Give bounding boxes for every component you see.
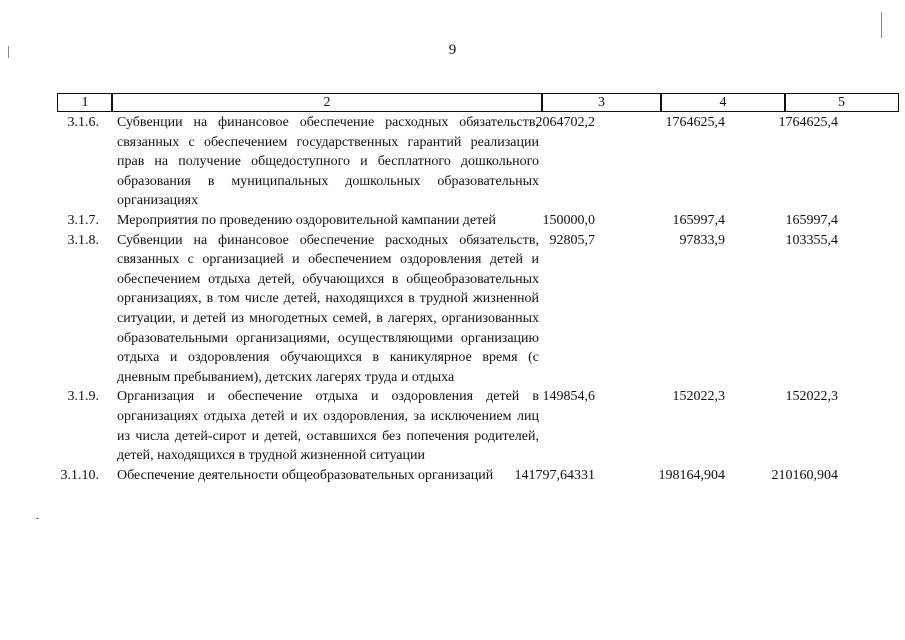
table-row bbox=[57, 466, 843, 486]
row-description: Субвенции на финансовое обеспечение расходных обязательств, связанных с обеспечением государственных гарантий реализации прав на получение общедоступного и бесплатного дошкольного образования в муниципальных дошкольных образовательных организациях bbox=[117, 115, 539, 209]
row-number: 3.1.8. bbox=[67, 232, 99, 248]
row-description: Мероприятия по проведению оздоровительной кампании детей bbox=[117, 212, 496, 228]
scan-speck bbox=[8, 46, 9, 58]
row-description: Организация и обеспечение отдыха и оздоровления детей в организациях отдыха детей и их оздоровления, за исключением лиц из числа детей-сирот и детей, оставшихся без попечения родителей, детей, находящихся в трудной жизненной ситуации bbox=[117, 389, 539, 464]
table-row bbox=[57, 387, 843, 465]
row-value-col4: 165997,4 bbox=[672, 212, 725, 228]
row-number: 3.1.9. bbox=[67, 389, 99, 405]
row-value-col5: 165997,4 bbox=[785, 212, 838, 228]
page-number: 9 bbox=[448, 42, 457, 58]
table-row bbox=[57, 211, 843, 231]
row-value-col4: 1764625,4 bbox=[665, 115, 725, 130]
table-row bbox=[57, 113, 843, 211]
column-header-4: 4 bbox=[660, 93, 786, 112]
table-row bbox=[57, 231, 843, 388]
row-value-col3: 150000,0 bbox=[542, 212, 595, 228]
scan-speck bbox=[36, 518, 39, 519]
column-header-2: 2 bbox=[111, 93, 543, 112]
row-value-col4: 198164,904 bbox=[658, 467, 725, 483]
table-header-row bbox=[57, 93, 843, 112]
row-value-col5: 1764625,4 bbox=[778, 115, 838, 130]
table-body bbox=[57, 113, 843, 485]
row-value-col3: 92805,7 bbox=[549, 232, 595, 248]
column-header-5: 5 bbox=[784, 93, 899, 112]
row-value-col3: 2064702,2 bbox=[535, 115, 595, 130]
row-value-col5: 210160,904 bbox=[771, 467, 838, 483]
row-number: 3.1.6. bbox=[67, 115, 99, 130]
row-value-col4: 97833,9 bbox=[679, 232, 725, 248]
column-header-1: 1 bbox=[57, 93, 113, 112]
row-value-col5: 152022,3 bbox=[785, 389, 838, 405]
row-value-col3: 141797,64331 bbox=[514, 467, 595, 483]
row-number: 3.1.10. bbox=[60, 467, 99, 483]
row-value-col4: 152022,3 bbox=[672, 389, 725, 405]
row-value-col5: 103355,4 bbox=[785, 232, 838, 248]
scan-speck bbox=[881, 12, 882, 38]
row-number: 3.1.7. bbox=[67, 212, 99, 228]
column-header-3: 3 bbox=[541, 93, 662, 112]
row-value-col3: 149854,6 bbox=[542, 389, 595, 405]
row-description: Субвенции на финансовое обеспечение расходных обязательств, связанных с организацией и обеспечением оздоровления детей и обеспечением отдыха детей, обучающихся в общеобразовательных организациях, в том числе детей, находящихся в трудной жизненной ситуации, и детей из многодетных семей, в лагерях, организованных образовательными организациями, осуществляющими организацию отдыха и оздоровления обучающихся в каникулярное время (с дневным пребыванием), детских лагерях труда и отдыха bbox=[117, 232, 539, 385]
row-description: Обеспечение деятельности общеобразовательных организаций bbox=[117, 467, 494, 483]
